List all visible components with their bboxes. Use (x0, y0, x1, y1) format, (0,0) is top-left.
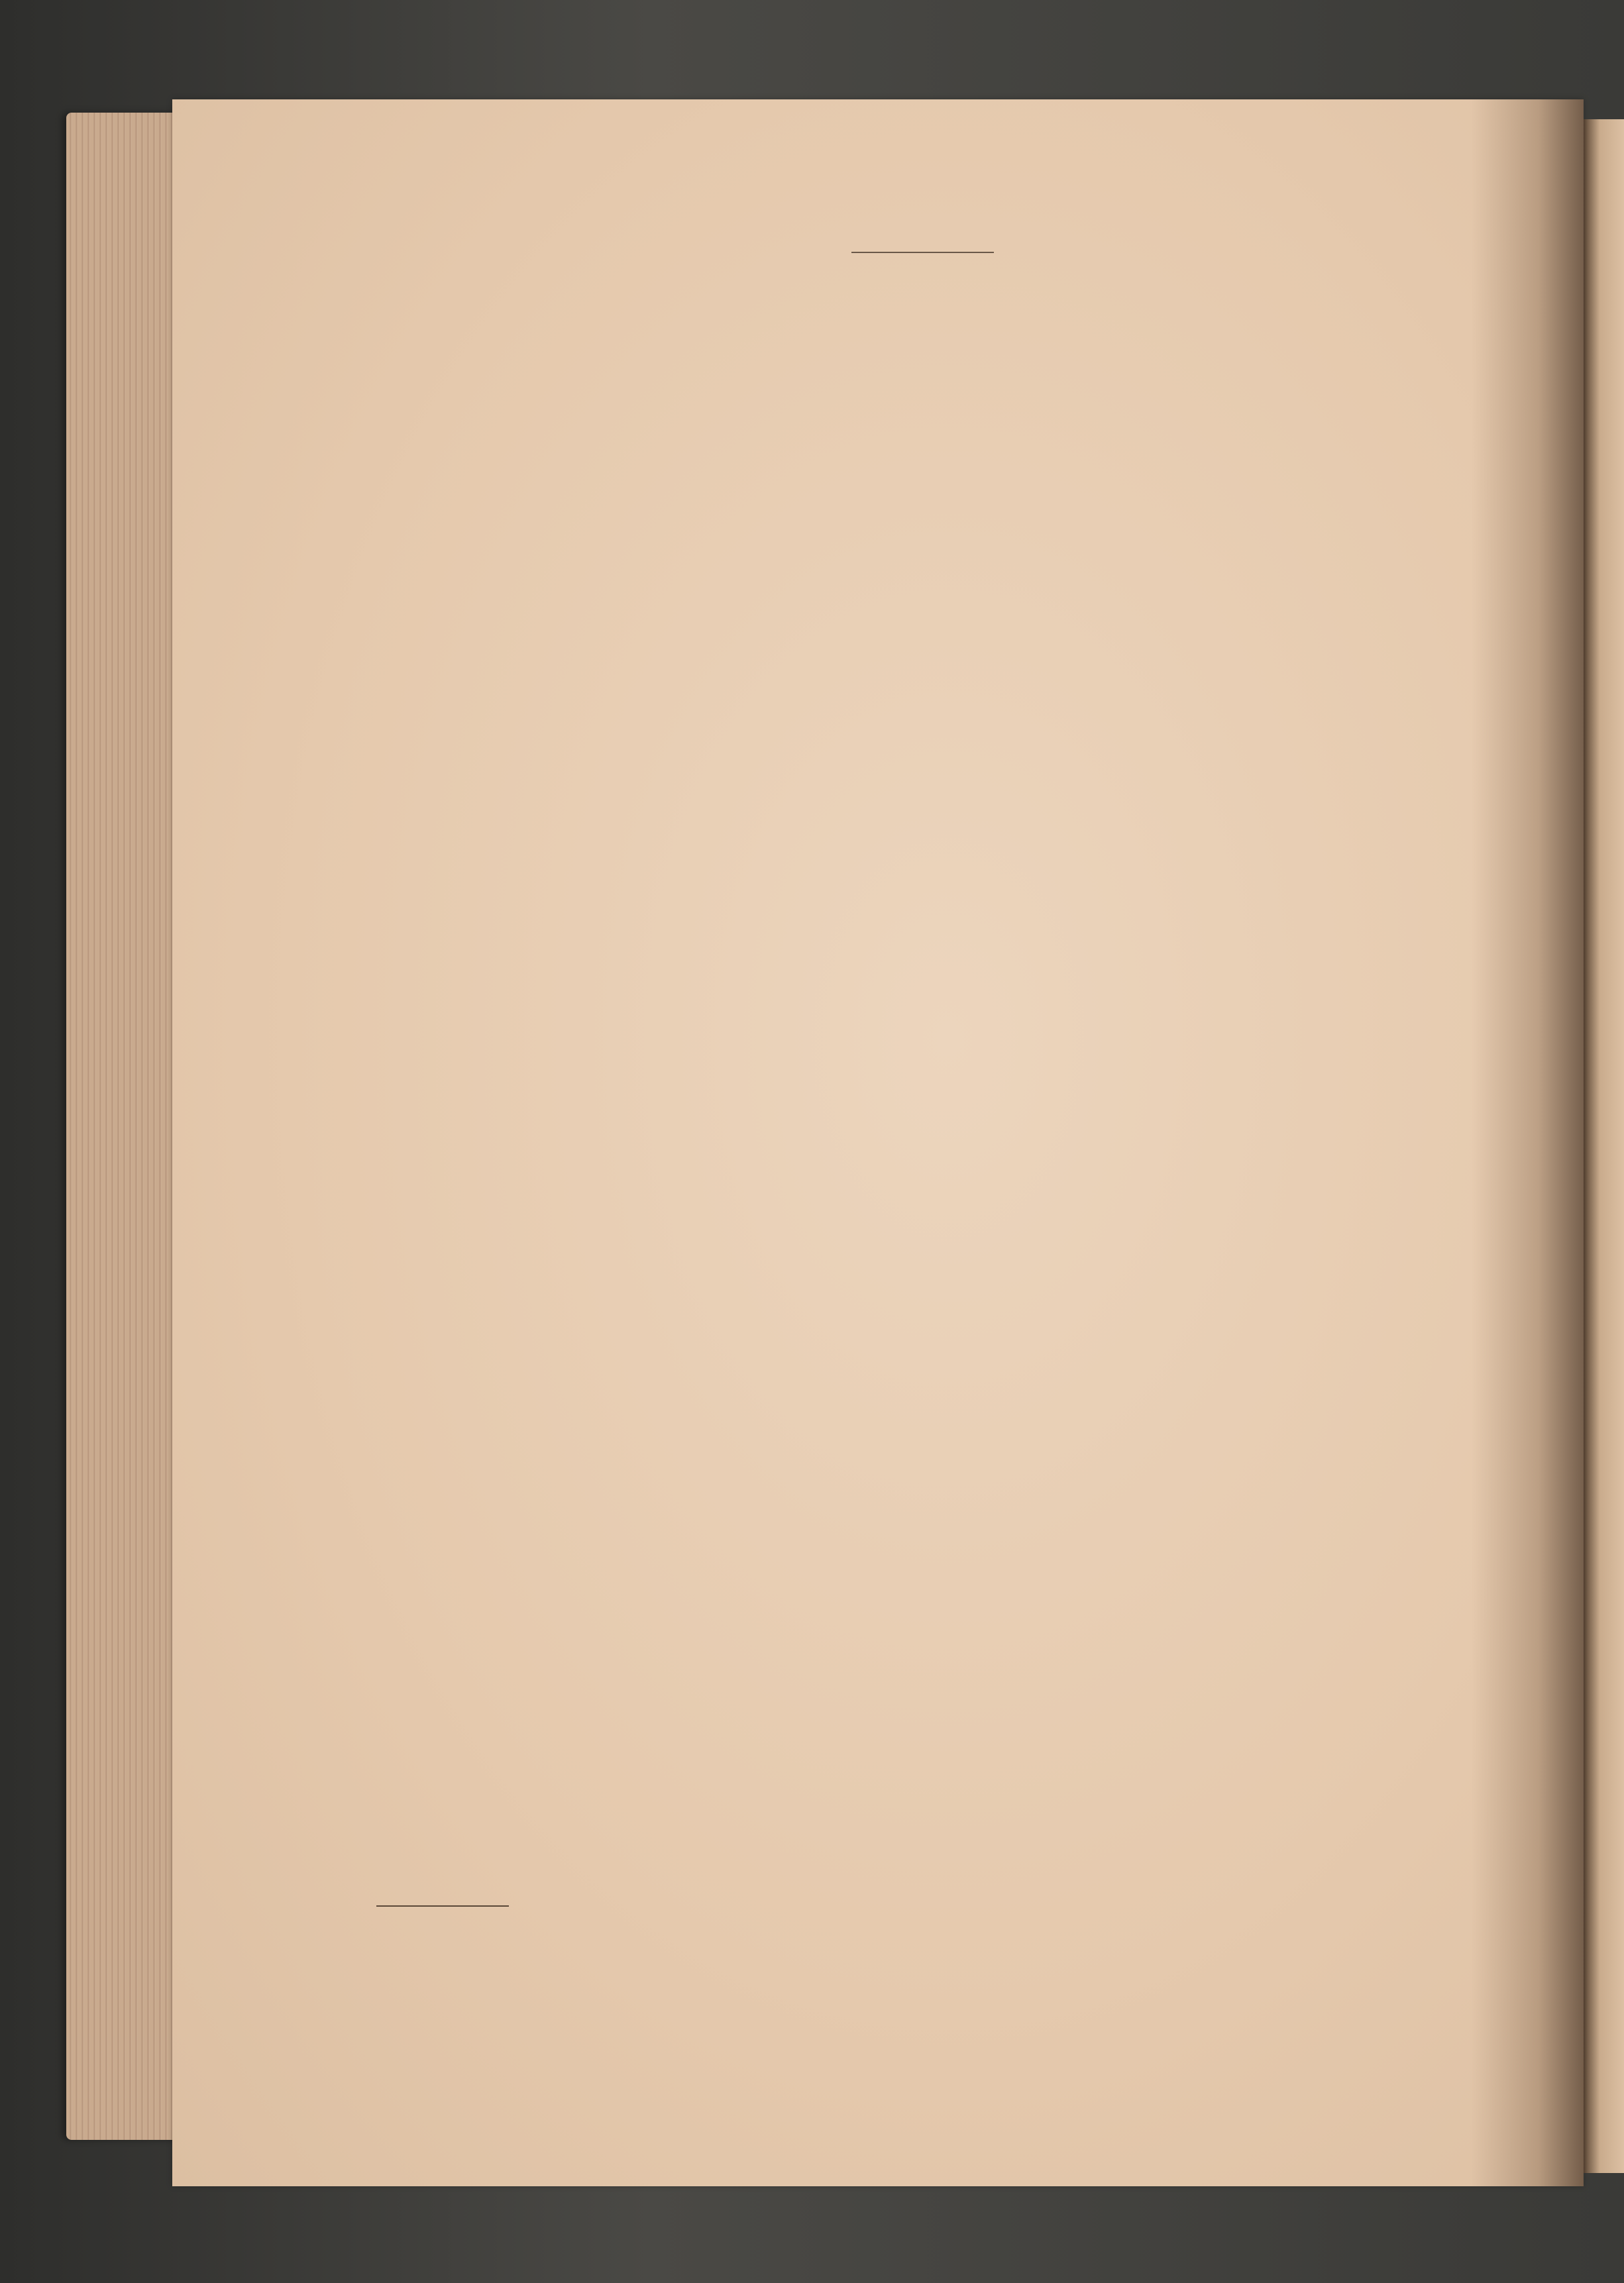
page-number-rule (851, 252, 994, 253)
facing-page-edge (1584, 119, 1624, 2173)
gutter-shadow (1471, 99, 1584, 2186)
footnote-rule (376, 1905, 509, 1907)
book-page (172, 99, 1584, 2186)
